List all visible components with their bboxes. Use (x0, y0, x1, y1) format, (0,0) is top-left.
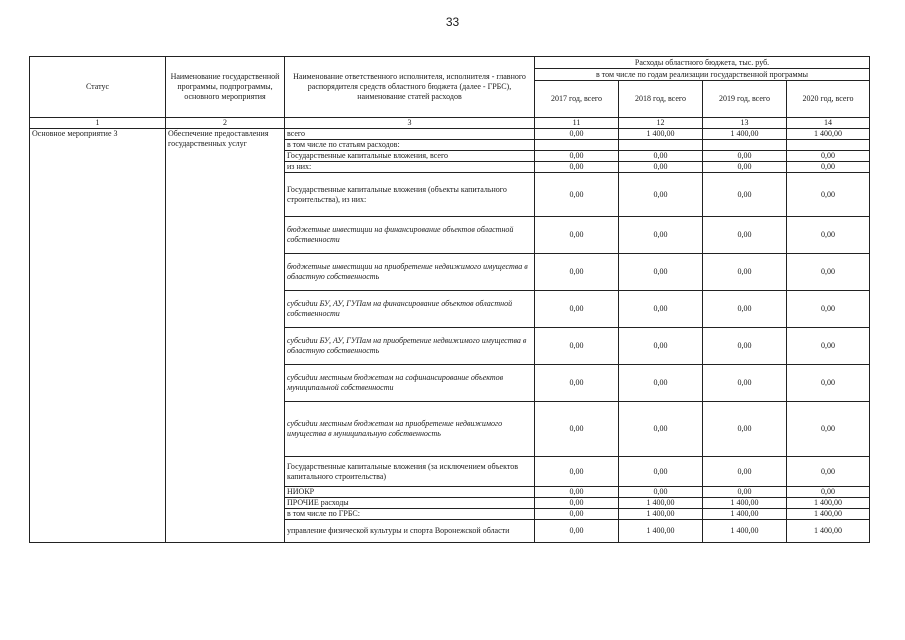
expense-value-2019: 0,00 (703, 254, 787, 291)
expense-value-2017: 0,00 (535, 173, 619, 217)
expense-item-name: субсидии БУ, АУ, ГУПам на приобретение недвижимого имущества в областную собственность (285, 328, 535, 365)
expense-item-name: Государственные капитальные вложения (за исключением объектов капитального строительства) (285, 457, 535, 487)
expense-value-2018: 0,00 (619, 328, 703, 365)
expense-value-2017: 0,00 (535, 520, 619, 543)
expense-item-name: субсидии местным бюджетам на приобретение недвижимого имущества в муниципальную собственность (285, 402, 535, 457)
header-year-2019: 2019 год, всего (703, 81, 787, 118)
header-year-2020: 2020 год, всего (787, 81, 870, 118)
header-program-name: Наименование государственной программы, подпрограммы, основного мероприятия (166, 57, 285, 118)
expense-value-2019: 0,00 (703, 457, 787, 487)
expense-value-2020: 0,00 (787, 457, 870, 487)
expense-value-2020: 0,00 (787, 151, 870, 162)
expense-value-2019: 0,00 (703, 328, 787, 365)
column-number: 2 (166, 118, 285, 129)
expense-item-name: в том числе по ГРБС: (285, 509, 535, 520)
column-number: 11 (535, 118, 619, 129)
expense-item-name: в том числе по статьям расходов: (285, 140, 535, 151)
expense-item-name: Государственные капитальные вложения (объекты капитального строительства), из них: (285, 173, 535, 217)
header-by-years: в том числе по годам реализации государственной программы (535, 69, 870, 81)
expense-value-2019: 1 400,00 (703, 509, 787, 520)
expense-value-2019: 0,00 (703, 402, 787, 457)
expense-value-2020: 0,00 (787, 487, 870, 498)
expense-value-2017: 0,00 (535, 129, 619, 140)
expense-item-name: субсидии БУ, АУ, ГУПам на финансирование объектов областной собственности (285, 291, 535, 328)
expense-value-2020: 1 400,00 (787, 509, 870, 520)
expense-value-2017: 0,00 (535, 365, 619, 402)
status-cell: Основное мероприятие 3 (30, 129, 166, 543)
header-expenses: Расходы областного бюджета, тыс. руб. (535, 57, 870, 69)
expense-value-2019: 0,00 (703, 217, 787, 254)
expense-value-2018: 0,00 (619, 487, 703, 498)
expense-value-2017: 0,00 (535, 291, 619, 328)
page-number: 33 (445, 15, 460, 29)
expense-value-2017: 0,00 (535, 457, 619, 487)
expense-value-2017: 0,00 (535, 151, 619, 162)
expense-value-2020: 0,00 (787, 328, 870, 365)
expense-item-name: НИОКР (285, 487, 535, 498)
expense-value-2018: 1 400,00 (619, 129, 703, 140)
expense-value-2018: 0,00 (619, 151, 703, 162)
expense-value-2017 (535, 140, 619, 151)
expense-value-2018: 0,00 (619, 365, 703, 402)
column-number: 12 (619, 118, 703, 129)
expense-item-name: из них: (285, 162, 535, 173)
expense-value-2019 (703, 140, 787, 151)
table-row (30, 129, 870, 140)
expense-value-2020: 0,00 (787, 291, 870, 328)
expense-item-name: бюджетные инвестиции на финансирование объектов областной собственности (285, 217, 535, 254)
expense-value-2017: 0,00 (535, 498, 619, 509)
expense-value-2020: 1 400,00 (787, 498, 870, 509)
column-number: 13 (703, 118, 787, 129)
expense-value-2020: 0,00 (787, 173, 870, 217)
expense-value-2018: 0,00 (619, 173, 703, 217)
expense-value-2018: 0,00 (619, 457, 703, 487)
expense-value-2017: 0,00 (535, 217, 619, 254)
expense-item-name: всего (285, 129, 535, 140)
expense-value-2019: 0,00 (703, 151, 787, 162)
expense-value-2020: 0,00 (787, 365, 870, 402)
expense-value-2018: 0,00 (619, 254, 703, 291)
expense-item-name: ПРОЧИЕ расходы (285, 498, 535, 509)
header-year-2017: 2017 год, всего (535, 81, 619, 118)
header-executor-name: Наименование ответственного исполнителя, исполнителя - главного распорядителя средств областного бюджета (далее - ГРБС), наименование статей расходов (285, 57, 535, 118)
column-number: 1 (30, 118, 166, 129)
expense-value-2018: 0,00 (619, 291, 703, 328)
expense-value-2018 (619, 140, 703, 151)
expense-value-2017: 0,00 (535, 254, 619, 291)
expense-value-2020 (787, 140, 870, 151)
expense-value-2020: 1 400,00 (787, 520, 870, 543)
expense-value-2020: 1 400,00 (787, 129, 870, 140)
column-number: 14 (787, 118, 870, 129)
header-status: Статус (30, 57, 166, 118)
expense-value-2019: 0,00 (703, 291, 787, 328)
program-cell: Обеспечение предоставления государственных услуг (166, 129, 285, 543)
expense-value-2017: 0,00 (535, 162, 619, 173)
expense-item-name: Государственные капитальные вложения, всего (285, 151, 535, 162)
column-number: 3 (285, 118, 535, 129)
expense-item-name: бюджетные инвестиции на приобретение недвижимого имущества в областную собственность (285, 254, 535, 291)
expense-value-2017: 0,00 (535, 487, 619, 498)
expense-value-2019: 1 400,00 (703, 520, 787, 543)
expense-value-2017: 0,00 (535, 509, 619, 520)
expense-value-2018: 0,00 (619, 162, 703, 173)
expense-value-2019: 0,00 (703, 487, 787, 498)
expense-value-2019: 0,00 (703, 365, 787, 402)
expense-item-name: управление физической культуры и спорта Воронежской области (285, 520, 535, 543)
expense-value-2017: 0,00 (535, 402, 619, 457)
header-year-2018: 2018 год, всего (619, 81, 703, 118)
expense-value-2019: 0,00 (703, 162, 787, 173)
expense-value-2018: 0,00 (619, 402, 703, 457)
expense-item-name: субсидии местным бюджетам на софинансирование объектов муниципальной собственности (285, 365, 535, 402)
expense-value-2020: 0,00 (787, 217, 870, 254)
expense-value-2019: 1 400,00 (703, 498, 787, 509)
expense-value-2020: 0,00 (787, 402, 870, 457)
expense-value-2018: 0,00 (619, 217, 703, 254)
expense-value-2019: 0,00 (703, 173, 787, 217)
budget-table (29, 56, 870, 543)
expense-value-2020: 0,00 (787, 162, 870, 173)
expense-value-2018: 1 400,00 (619, 498, 703, 509)
expense-value-2019: 1 400,00 (703, 129, 787, 140)
expense-value-2018: 1 400,00 (619, 509, 703, 520)
expense-value-2017: 0,00 (535, 328, 619, 365)
expense-value-2020: 0,00 (787, 254, 870, 291)
expense-value-2018: 1 400,00 (619, 520, 703, 543)
